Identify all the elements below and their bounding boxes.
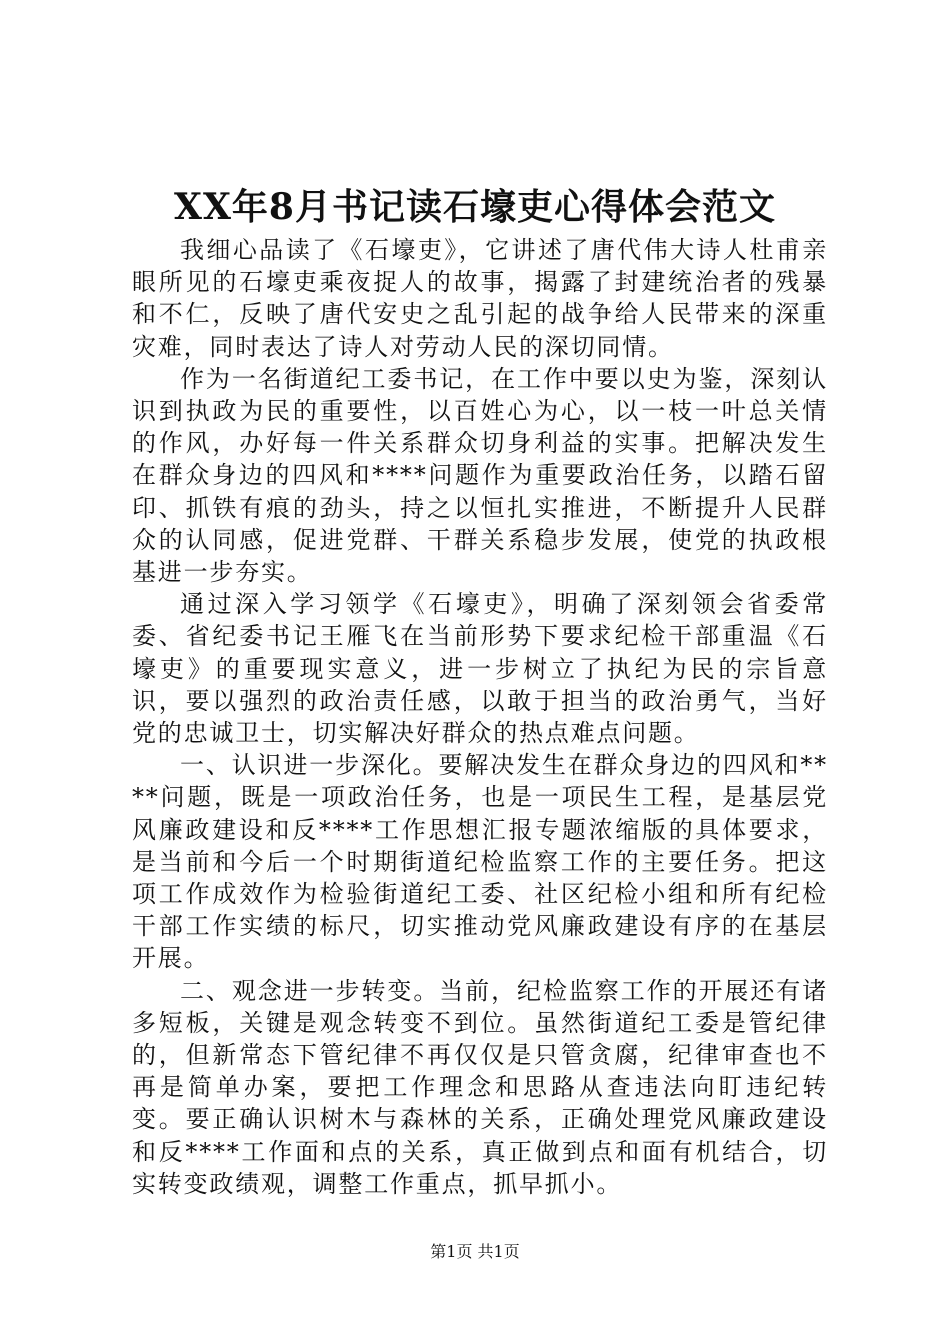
paragraph-2: 作为一名街道纪工委书记，在工作中要以史为鉴，深刻认识到执政为民的重要性，以百姓心为心，以一枝一叶总关情的作风，办好每一件关系群众切身利益的实事。把解决发生在群众身边的四风和****问题作为重要政治任务，以踏石留印、抓铁有痕的劲头，持之以恒扎实推进，不断提升人民群众的认同感，促进党群、干群关系稳步发展，使党的执政根基进一步夯实。 <box>132 364 828 587</box>
paragraph-3: 通过深入学习领学《石壕吏》，明确了深刻领会省委常委、省纪委书记王雁飞在当前形势下要求纪检干部重温《石壕吏》的重要现实意义，进一步树立了执纪为民的宗旨意识，要以强烈的政治责任感，以敢于担当的政治勇气，当好党的忠诚卫士，切实解决好群众的热点难点问题。 <box>132 590 828 748</box>
paragraph-1: 我细心品读了《石壕吏》，它讲述了唐代伟大诗人杜甫亲眼所见的石壕吏乘夜捉人的故事，揭露了封建统治者的残暴和不仁，反映了唐代安史之乱引起的战争给人民带来的深重灾难，同时表达了诗人对劳动人民的深切同情。 <box>132 236 828 361</box>
document-title: XX年8月书记读石壕吏心得体会范文 <box>174 186 776 228</box>
page-footer: 第1页 共1页 <box>430 1242 520 1261</box>
paragraph-5: 二、观念进一步转变。当前，纪检监察工作的开展还有诸多短板，关键是观念转变不到位。虽然街道纪工委是管纪律的，但新常态下管纪律不再仅仅是只管贪腐，纪律审查也不再是简单办案，要把工作理念和思路从查违法向盯违纪转变。要正确认识树木与森林的关系，正确处理党风廉政建设和反****工作面和点的关系，真正做到点和面有机结合，切实转变政绩观，调整工作重点，抓早抓小。 <box>132 976 828 1198</box>
paragraph-4: 一、认识进一步深化。要解决发生在群众身边的四风和****问题，既是一项政治任务，也是一项民生工程，是基层党风廉政建设和反****工作思想汇报专题浓缩版的具体要求，是当前和今后一个时期街道纪检监察工作的主要任务。把这项工作成效作为检验街道纪工委、社区纪检小组和所有纪检干部工作实绩的标尺，切实推动党风廉政建设有序的在基层开展。 <box>132 751 828 973</box>
document-body <box>132 234 828 1200</box>
